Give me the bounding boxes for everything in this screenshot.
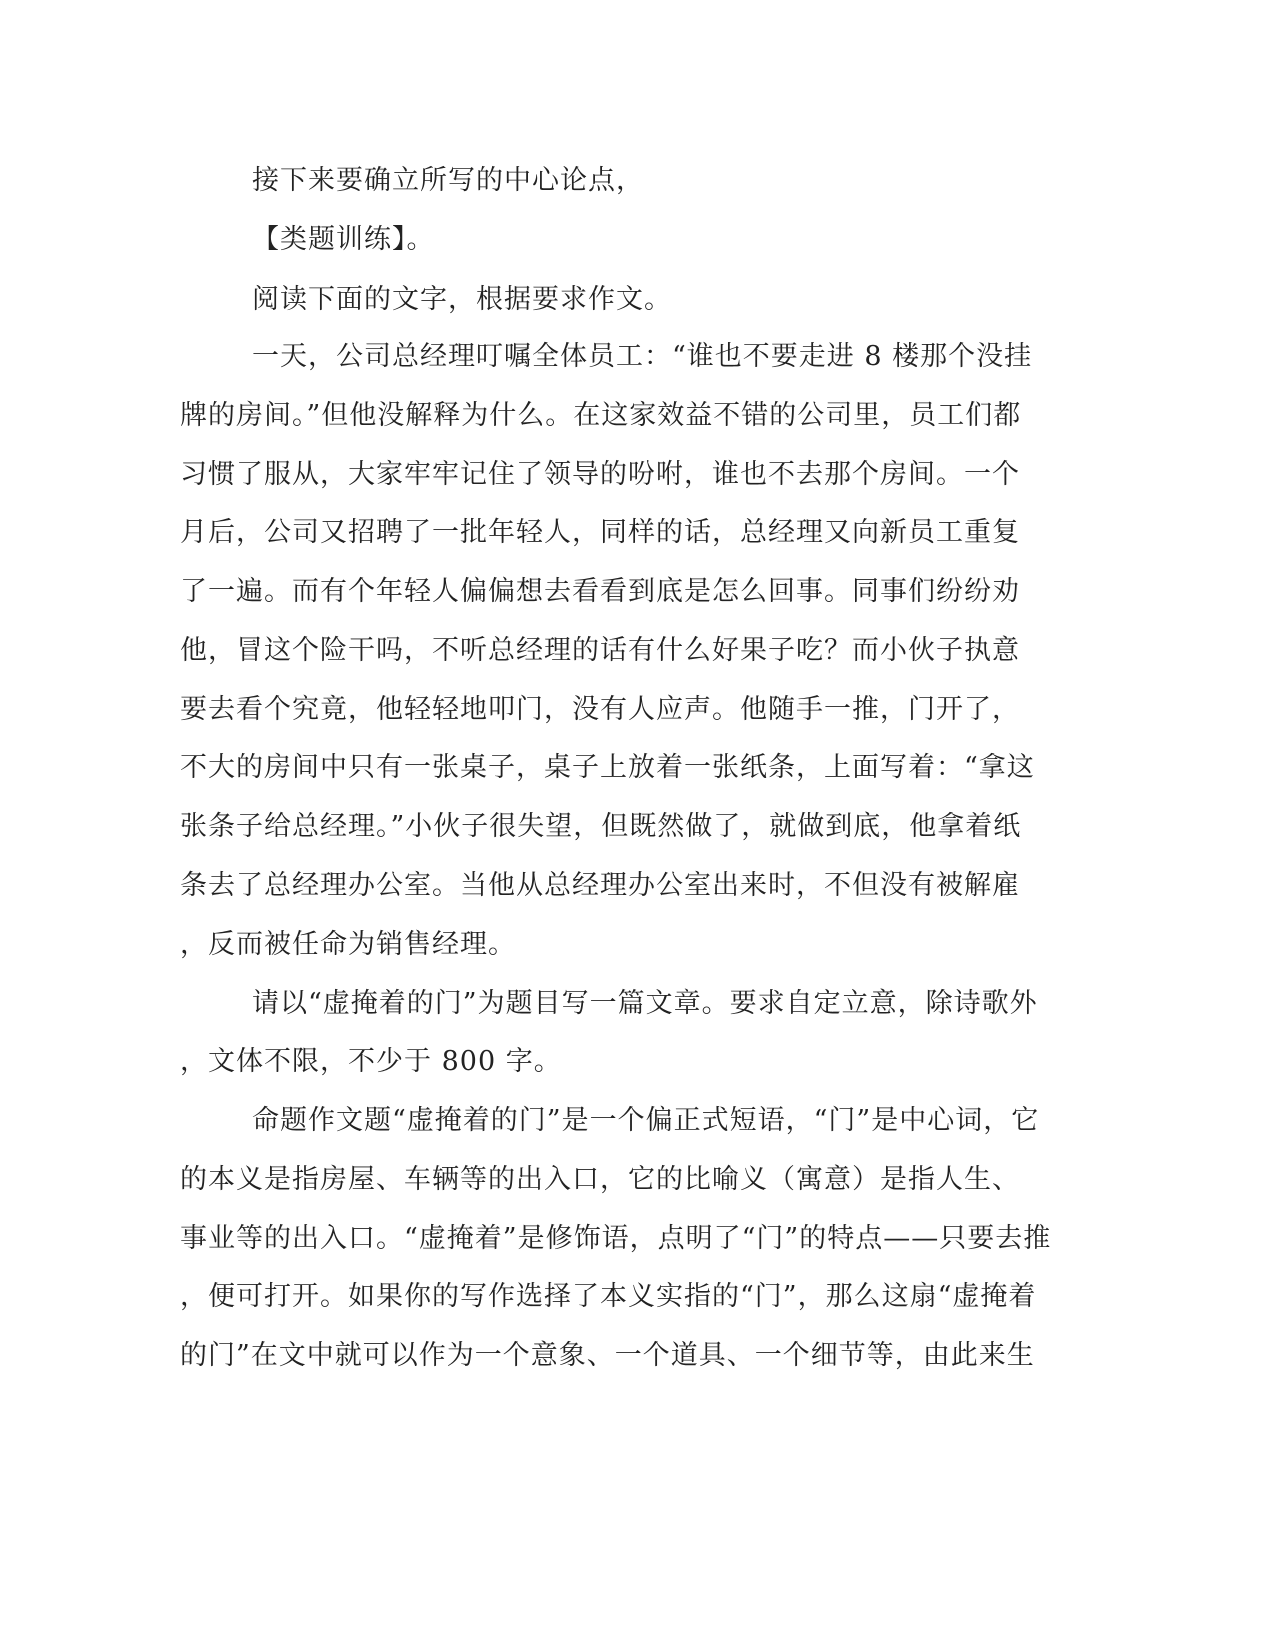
text-line: 阅读下面的文字，根据要求作文。	[252, 284, 672, 315]
text-line: 张条子给总经理。”小伙子很失望，但既然做了，就做到底，他拿着纸	[180, 811, 1022, 842]
text-line: 请以“虚掩着的门”为题目写一篇文章。要求自定立意，除诗歌外	[252, 988, 1038, 1019]
text-line: 习惯了服从，大家牢牢记住了领导的吩咐，谁也不去那个房间。一个	[180, 459, 1020, 490]
text-line: 要去看个究竟，他轻轻地叩门，没有人应声。他随手一推，门开了，	[180, 694, 1020, 725]
text-line: 他，冒这个险干吗，不听总经理的话有什么好果子吃？而小伙子执意	[180, 635, 1020, 666]
text-line: ，反而被任命为销售经理。	[180, 929, 516, 960]
text-line: 了一遍。而有个年轻人偏偏想去看看到底是怎么回事。同事们纷纷劝	[180, 576, 1020, 607]
text-line: ，文体不限，不少于 800 字。	[180, 1046, 562, 1077]
text-line: 不大的房间中只有一张桌子，桌子上放着一张纸条，上面写着：“拿这	[180, 752, 1035, 783]
text-line: 牌的房间。”但他没解释为什么。在这家效益不错的公司里，员工们都	[180, 400, 1022, 431]
text-line: ，便可打开。如果你的写作选择了本义实指的“门”，那么这扇“虚掩着	[180, 1281, 1037, 1312]
text-line: 的本义是指房屋、车辆等的出入口，它的比喻义（寓意）是指人生、	[180, 1164, 1020, 1195]
text-line: 【类题训练】。	[252, 224, 435, 255]
text-line: 命题作文题“虚掩着的门”是一个偏正式短语，“门”是中心词，它	[252, 1105, 1040, 1136]
text-line: 月后，公司又招聘了一批年轻人，同样的话，总经理又向新员工重复	[180, 517, 1020, 548]
text-line: 接下来要确立所写的中心论点，	[252, 165, 644, 196]
text-line: 事业等的出入口。“虚掩着”是修饰语，点明了“门”的特点——只要去推	[180, 1223, 1052, 1254]
text-line: 条去了总经理办公室。当他从总经理办公室出来时，不但没有被解雇	[180, 870, 1020, 901]
text-line: 的门”在文中就可以作为一个意象、一个道具、一个细节等，由此来生	[180, 1340, 1035, 1371]
text-line: 一天，公司总经理叮嘱全体员工：“谁也不要走进 8 楼那个没挂	[252, 341, 1033, 372]
